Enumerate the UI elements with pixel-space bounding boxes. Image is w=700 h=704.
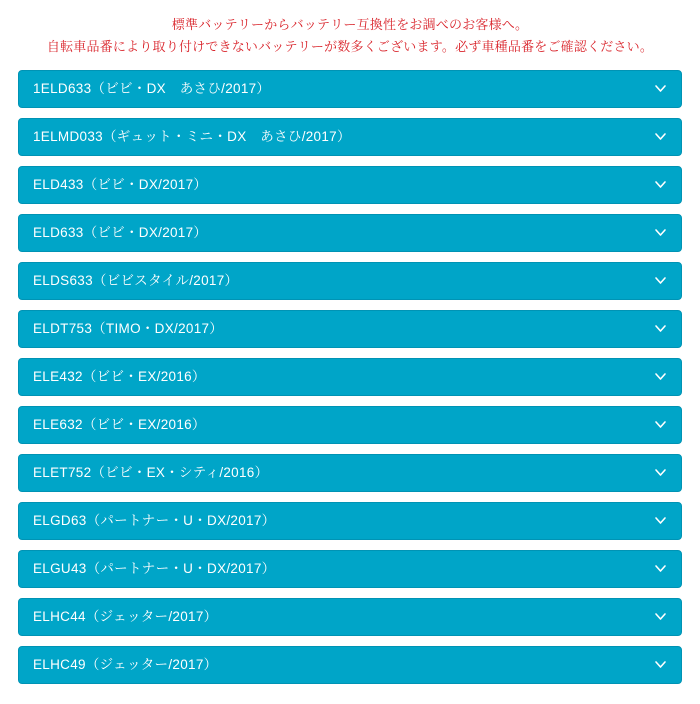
compatibility-notice <box>0 0 700 64</box>
accordion-item-elgu43[interactable] <box>18 550 682 588</box>
chevron-down-icon[interactable] <box>654 130 667 143</box>
notice-line-2: 自転車品番により取り付けできないバッテリーが数多くございます。必ず車種品番をご確認ください。 <box>46 39 654 54</box>
accordion-item-label: ELD433（ビビ・DX/2017） <box>33 177 208 192</box>
accordion-item-1elmd033[interactable] <box>18 118 682 156</box>
chevron-down-icon[interactable] <box>654 418 667 431</box>
accordion-item-elds633[interactable] <box>18 262 682 300</box>
accordion-item-eld433[interactable] <box>18 166 682 204</box>
model-accordion-list <box>0 64 700 684</box>
accordion-item-label: ELGU43（パートナー・U・DX/2017） <box>33 561 276 576</box>
chevron-down-icon[interactable] <box>654 82 667 95</box>
accordion-item-label: ELDT753（TIMO・DX/2017） <box>33 321 224 336</box>
accordion-item-elhc44[interactable] <box>18 598 682 636</box>
accordion-item-ele632[interactable] <box>18 406 682 444</box>
accordion-item-eld633[interactable] <box>18 214 682 252</box>
accordion-item-label: ELET752（ビビ・EX・シティ/2016） <box>33 465 269 480</box>
accordion-item-1eld633[interactable] <box>18 70 682 108</box>
accordion-item-label: ELDS633（ビビスタイル/2017） <box>33 273 239 288</box>
accordion-item-label: ELGD63（パートナー・U・DX/2017） <box>33 513 276 528</box>
chevron-down-icon[interactable] <box>654 226 667 239</box>
chevron-down-icon[interactable] <box>654 178 667 191</box>
accordion-item-label: 1ELMD033（ギュット・ミニ・DX あさひ/2017） <box>33 129 351 144</box>
chevron-down-icon[interactable] <box>654 562 667 575</box>
accordion-item-label: ELD633（ビビ・DX/2017） <box>33 225 208 240</box>
accordion-item-label: ELE632（ビビ・EX/2016） <box>33 417 206 432</box>
accordion-item-elet752[interactable] <box>18 454 682 492</box>
chevron-down-icon[interactable] <box>654 322 667 335</box>
accordion-item-label: ELHC49（ジェッター/2017） <box>33 657 218 672</box>
accordion-item-label: 1ELD633（ビビ・DX あさひ/2017） <box>33 81 271 96</box>
accordion-item-label: ELE432（ビビ・EX/2016） <box>33 369 206 384</box>
chevron-down-icon[interactable] <box>654 658 667 671</box>
accordion-item-ele432[interactable] <box>18 358 682 396</box>
chevron-down-icon[interactable] <box>654 274 667 287</box>
accordion-item-elgd63[interactable] <box>18 502 682 540</box>
chevron-down-icon[interactable] <box>654 370 667 383</box>
chevron-down-icon[interactable] <box>654 466 667 479</box>
notice-line-1: 標準バッテリーからバッテリー互換性をお調べのお客様へ。 <box>171 17 529 32</box>
accordion-item-label: ELHC44（ジェッター/2017） <box>33 609 218 624</box>
chevron-down-icon[interactable] <box>654 514 667 527</box>
chevron-down-icon[interactable] <box>654 610 667 623</box>
accordion-item-elhc49[interactable] <box>18 646 682 684</box>
accordion-item-eldt753[interactable] <box>18 310 682 348</box>
